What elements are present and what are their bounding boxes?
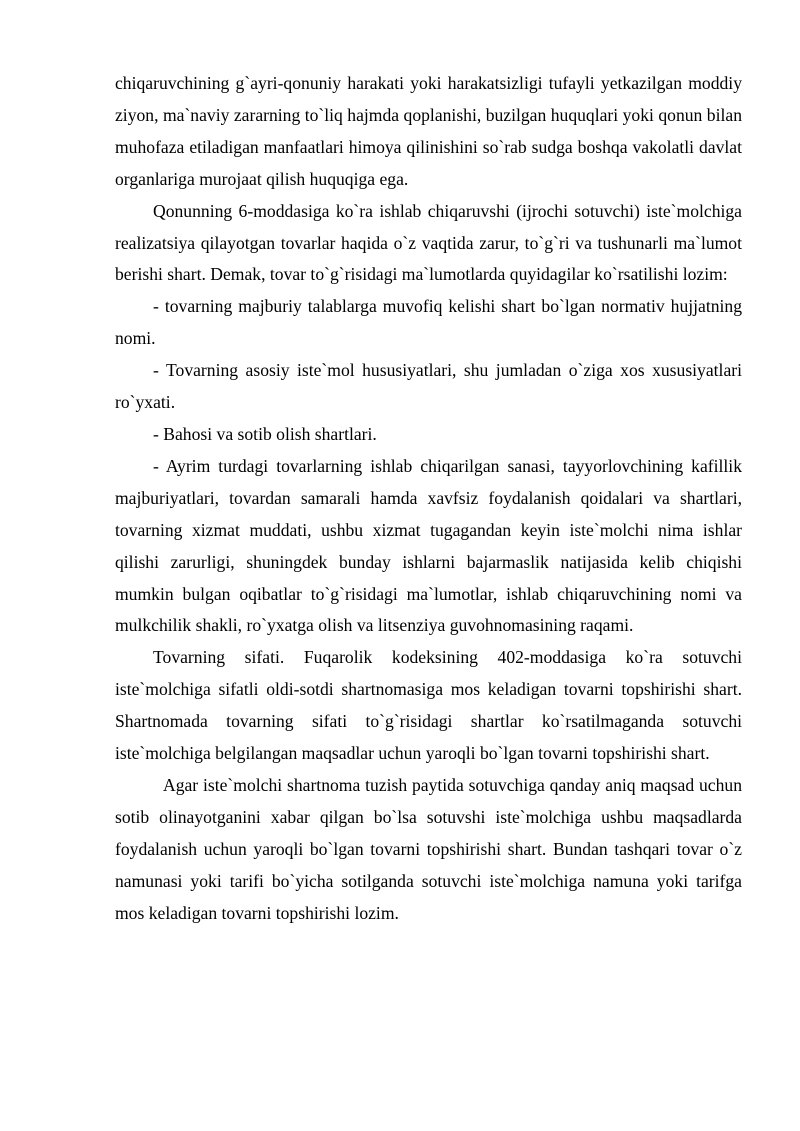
list-item-normative-document: - tovarning majburiy talablarga muvofiq kelishi shart bo`lgan normativ hujjatning nomi. [115,296,742,349]
paragraph-product-quality: Tovarning sifati. Fuqarolik kodeksining 402-moddasiga ko`ra sotuvchi iste`molchiga sifatli oldi-sotdi shartnomasiga mos keladigan tovarni topshirishi shart. Shartnomada tovarning sifati to`g`risidagi shartlar ko`rsatilmaganda sotuvchi iste`molchiga belgilangan maqsadlar uchun yaroqli bo`lgan tovarni topshirishi shart. [115,647,742,764]
list-item-price-terms: - Bahosi va sotib olish shartlari. [153,423,377,444]
paragraph-continuation: chiqaruvchining g`ayri-qonuniy harakati yoki harakatsizligi tufayli yetkazilgan moddiy ziyon, ma`naviy zararning to`liq hajmda qoplanishi, buzilgan huquqlari yoki qonun bilan muhofaza etiladigan manfaatlari himoya qilinishini so`rab sudga boshqa vakolatli davlat organlariga murojaat qilish huquqiga ega. [115,73,742,189]
document-page [115,68,742,929]
paragraph-specific-purpose: Agar iste`molchi shartnoma tuzish paytida sotuvchiga qanday aniq maqsad uchun sotib olinayotganini xabar qilgan bo`lsa sotuvshi iste`molchiga ushbu maqsadlarda foydalanish uchun yaroqli bo`lgan tovarni topshirishi shart. Bundan tashqari tovar o`z namunasi yoki tarifi bo`yicha sotilganda sotuvchi iste`molchiga namuna yoki tarifga mos keladigan tovarni topshirishi lozim. [115,774,742,923]
list-item-production-details: - Ayrim turdagi tovarlarning ishlab chiqarilgan sanasi, tayyorlovchining kafillik majburiyatlari, tovardan samarali hamda xavfsiz foydalanish qoidalari va shartlari, tovarning xizmat muddati, ushbu xizmat tugagandan keyin iste`molchi nima ishlar qilishi zarurligi, shuningdek bunday ishlarni bajarmaslik natijasida kelib chiqishi mumkin bulgan oqibatlar to`g`risidagi ma`lumotlar, ishlab chiqaruvchining nomi va mulkchilik shakli, ro`yxatga olish va litsenziya guvohnomasining raqami. [115,455,742,636]
list-item-consumer-properties: - Tovarning asosiy iste`mol hususiyatlari, shu jumladan o`ziga xos xususiyatlari ro`yxati. [115,360,742,413]
paragraph-article-6: Qonunning 6-moddasiga ko`ra ishlab chiqaruvshi (ijrochi sotuvchi) iste`molchiga realizatsiya qilayotgan tovarlar haqida o`z vaqtida zarur, to`g`ri va tushunarli ma`lumot berishi shart. Demak, tovar to`g`risidagi ma`lumotlarda quyidagilar ko`rsatilishi lozim: [115,200,742,285]
